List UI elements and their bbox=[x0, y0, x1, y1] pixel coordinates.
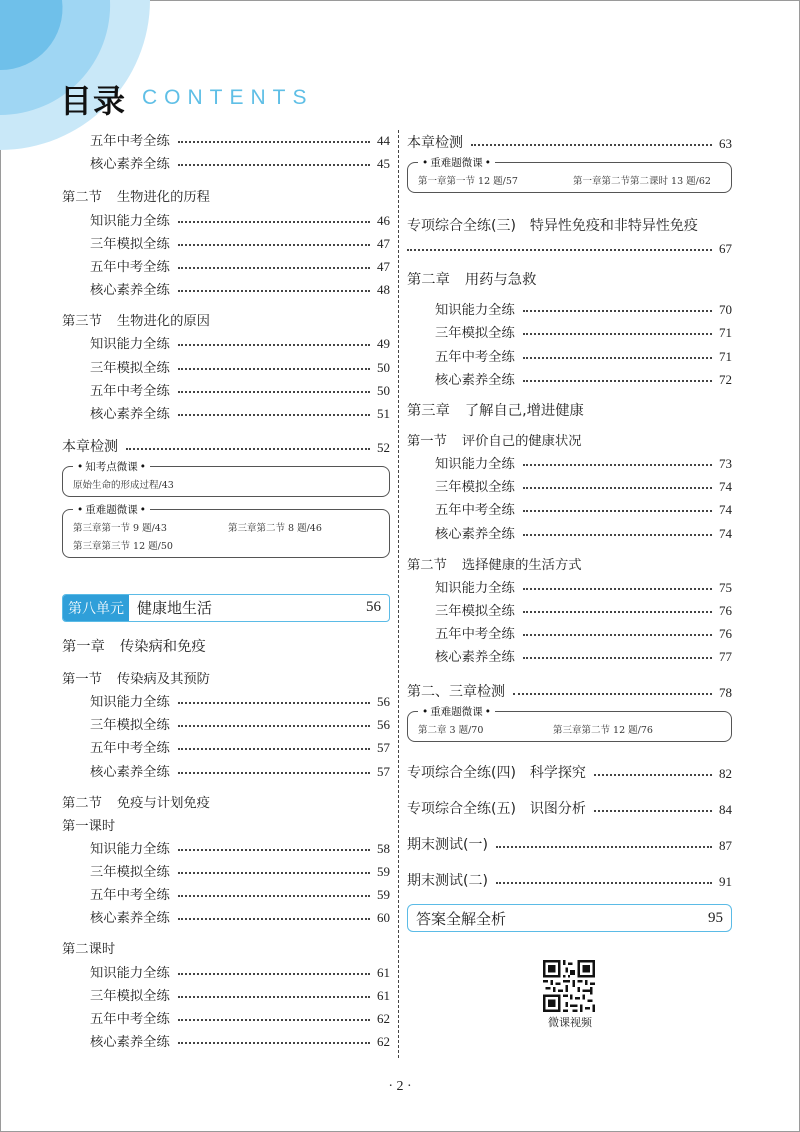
section-heading[interactable]: 第二节 免疫与计划免疫 bbox=[62, 795, 210, 811]
toc-entry-page: 71 bbox=[719, 325, 732, 341]
toc-entry-label: 核心素养全练 bbox=[90, 764, 170, 780]
toc-entry-label: 知识能力全练 bbox=[90, 213, 170, 229]
dot-leader bbox=[523, 486, 712, 489]
dot-leader bbox=[178, 894, 370, 897]
dot-leader bbox=[523, 509, 712, 512]
toc-entry-page: 59 bbox=[377, 864, 390, 879]
dot-leader bbox=[178, 747, 370, 750]
left-column bbox=[62, 126, 390, 1050]
toc-entry-page: 73 bbox=[719, 455, 732, 471]
toc-entry-page: 51 bbox=[377, 405, 390, 421]
dot-leader bbox=[178, 367, 370, 370]
page-number: · 2 · bbox=[388, 1079, 412, 1094]
toc-entry[interactable] bbox=[62, 1027, 390, 1050]
toc-entry-label: 核心素养全练 bbox=[90, 911, 170, 927]
toc-entry[interactable] bbox=[62, 756, 390, 779]
chapter-heading[interactable]: 第一章 传染病和免疫 bbox=[62, 638, 206, 655]
dot-leader bbox=[178, 220, 370, 223]
lesson-heading[interactable]: 第二课时 bbox=[62, 942, 116, 958]
toc-entry[interactable] bbox=[62, 126, 390, 149]
toc-entry[interactable] bbox=[62, 857, 390, 880]
chapter-heading[interactable]: 第三章 了解自己,增进健康 bbox=[407, 402, 584, 419]
toc-entry-label: 知识能力全练 bbox=[435, 580, 515, 596]
toc-entry-page: 47 bbox=[377, 258, 390, 274]
toc-entry[interactable] bbox=[62, 399, 390, 422]
toc-entry-page: 70 bbox=[719, 302, 732, 318]
toc-entry-page: 71 bbox=[719, 348, 732, 364]
unit-banner[interactable] bbox=[62, 594, 390, 622]
toc-entry-final-1[interactable]: 期末测试(一) 87 bbox=[407, 837, 732, 854]
dot-leader bbox=[523, 587, 712, 590]
toc-entry[interactable] bbox=[62, 205, 390, 228]
dot-leader bbox=[523, 656, 712, 659]
toc-entry[interactable] bbox=[62, 733, 390, 756]
dot-leader bbox=[523, 356, 712, 359]
dot-leader bbox=[178, 289, 370, 292]
dot-leader bbox=[523, 379, 712, 382]
page-title-english: CONTENTS bbox=[142, 86, 314, 109]
toc-entry-label: 三年模拟全练 bbox=[435, 326, 515, 342]
toc-entry-page: 56 bbox=[377, 694, 390, 710]
toc-entry-label: 知识能力全练 bbox=[435, 456, 515, 472]
toc-entry-chapter-test[interactable]: 本章检测 63 bbox=[407, 135, 732, 151]
microlesson-item[interactable]: 第三章第二节 8 题/46 bbox=[228, 522, 322, 534]
dot-leader bbox=[178, 1018, 370, 1021]
toc-entry[interactable] bbox=[407, 573, 732, 596]
toc-entry[interactable] bbox=[62, 834, 390, 857]
qr-code-icon[interactable] bbox=[543, 960, 595, 1012]
microlesson-box: • 知考点微课 • 原始生命的形成过程/43 bbox=[62, 466, 390, 497]
toc-entry-page: 50 bbox=[377, 382, 390, 398]
toc-entry[interactable] bbox=[62, 1004, 390, 1027]
toc-entry-label: 知识能力全练 bbox=[435, 303, 515, 319]
dot-leader bbox=[178, 413, 370, 416]
toc-entry-label: 五年中考全练 bbox=[90, 134, 170, 150]
toc-entry-page: 58 bbox=[377, 840, 390, 856]
dot-leader bbox=[178, 848, 370, 851]
toc-entry-label: 核心素养全练 bbox=[90, 406, 170, 422]
toc-entry-page: 50 bbox=[377, 359, 390, 375]
toc-entry-label: 知识能力全练 bbox=[90, 965, 170, 981]
microlesson-item[interactable]: 第一章第二节第二课时 13 题/62 bbox=[573, 176, 711, 187]
toc-entry[interactable] bbox=[407, 472, 732, 495]
dot-leader bbox=[178, 390, 370, 393]
answers-banner[interactable]: 答案全解全析 95 bbox=[407, 904, 732, 932]
toc-entry[interactable] bbox=[62, 352, 390, 375]
microlesson-box: • 重难题微课 • 第二章 3 题/70 第三章第二节 12 题/76 bbox=[407, 711, 732, 742]
toc-entry-page: 75 bbox=[719, 579, 732, 595]
dot-leader bbox=[523, 332, 712, 335]
toc-entry-page: 60 bbox=[377, 910, 390, 926]
toc-entry-page: 59 bbox=[377, 887, 390, 903]
toc-entry[interactable] bbox=[62, 903, 390, 926]
microlesson-item[interactable]: 第三章第三节 12 题/50 bbox=[73, 540, 173, 552]
section-heading[interactable]: 第二节 选择健康的生活方式 bbox=[407, 557, 582, 573]
toc-entry-label: 核心素养全练 bbox=[90, 157, 170, 173]
toc-entry-label: 三年模拟全练 bbox=[90, 360, 170, 376]
dot-leader bbox=[178, 995, 370, 998]
microlesson-item[interactable]: 第三章第二节 12 题/76 bbox=[553, 725, 653, 737]
toc-entry[interactable] bbox=[407, 295, 732, 318]
toc-entry[interactable] bbox=[407, 365, 732, 388]
toc-entry-label: 知识能力全练 bbox=[90, 337, 170, 353]
special-practice-3[interactable]: 专项综合全练(三) 特异性免疫和非特异性免疫 bbox=[407, 218, 698, 234]
toc-entry-page: 57 bbox=[377, 740, 390, 756]
toc-entry-label: 三年模拟全练 bbox=[90, 988, 170, 1004]
toc-entry[interactable] bbox=[62, 329, 390, 352]
toc-entry-label: 五年中考全练 bbox=[435, 627, 515, 643]
toc-entry[interactable] bbox=[407, 495, 732, 518]
toc-entry[interactable] bbox=[62, 229, 390, 252]
toc-entry-chapter-test[interactable]: 第二、三章检测 78 bbox=[407, 684, 732, 701]
toc-entry[interactable] bbox=[407, 642, 732, 665]
toc-entry-label: 知识能力全练 bbox=[90, 695, 170, 711]
dot-leader bbox=[178, 724, 370, 727]
toc-entry[interactable] bbox=[407, 318, 732, 341]
toc-entry-page: 62 bbox=[377, 1010, 390, 1026]
toc-entry-label: 核心素养全练 bbox=[435, 526, 515, 542]
toc-entry-label: 三年模拟全练 bbox=[435, 603, 515, 619]
microlesson-item[interactable]: 第一章第一节 12 题/57 bbox=[418, 176, 518, 187]
special-practice-3-page[interactable]: 67 bbox=[407, 235, 732, 257]
toc-entry-label: 三年模拟全练 bbox=[90, 865, 170, 880]
toc-entry-page: 74 bbox=[719, 479, 732, 495]
column-divider bbox=[398, 130, 399, 1058]
toc-entry-page: 47 bbox=[377, 235, 390, 251]
toc-entry-chapter-test[interactable]: 本章检测 52 bbox=[62, 438, 390, 455]
toc-entry-page: 77 bbox=[719, 649, 732, 665]
dot-leader bbox=[178, 243, 370, 246]
toc-entry-label: 三年模拟全练 bbox=[90, 718, 170, 734]
toc-entry-page: 45 bbox=[377, 156, 390, 172]
dot-leader bbox=[178, 266, 370, 269]
unit-name: 健康地生活 bbox=[137, 599, 213, 618]
toc-entry-page: 48 bbox=[377, 282, 390, 298]
dot-leader bbox=[523, 463, 712, 466]
chapter-heading[interactable]: 第二章 用药与急救 bbox=[407, 272, 537, 288]
toc-entry-label: 核心素养全练 bbox=[435, 650, 515, 666]
toc-entry-page: 74 bbox=[719, 525, 732, 541]
microlesson-box: • 重难题微课 • 第一章第一节 12 题/57 第一章第二节第二课时 13 题/62 bbox=[407, 162, 732, 193]
toc-entry[interactable] bbox=[407, 596, 732, 619]
toc-entry-label: 五年中考全练 bbox=[435, 349, 515, 365]
microlesson-item[interactable]: 原始生命的形成过程/43 bbox=[73, 479, 174, 491]
microlesson-item[interactable]: 第三章第一节 9 题/43 bbox=[73, 522, 167, 534]
toc-entry[interactable] bbox=[62, 275, 390, 298]
toc-entry[interactable] bbox=[62, 710, 390, 733]
unit-page: 56 bbox=[366, 599, 381, 616]
toc-entry[interactable] bbox=[62, 880, 390, 903]
toc-entry[interactable] bbox=[62, 149, 390, 172]
toc-entry-label: 核心素养全练 bbox=[90, 283, 170, 299]
toc-entry[interactable] bbox=[407, 341, 732, 364]
toc-entry-page: 62 bbox=[377, 1034, 390, 1050]
toc-entry-label: 五年中考全练 bbox=[90, 888, 170, 904]
dot-leader bbox=[523, 633, 712, 636]
toc-entry-label: 五年中考全练 bbox=[90, 259, 170, 275]
toc-entry-final-2[interactable]: 期末测试(二) 91 bbox=[407, 873, 732, 890]
toc-entry[interactable] bbox=[407, 518, 732, 541]
toc-entry-page: 74 bbox=[719, 502, 732, 518]
section-heading[interactable]: 第三节 生物进化的原因 bbox=[62, 314, 210, 330]
toc-entry[interactable] bbox=[62, 252, 390, 275]
toc-entry-page: 61 bbox=[377, 964, 390, 980]
toc-entry-label: 三年模拟全练 bbox=[435, 480, 515, 496]
toc-entry-label: 知识能力全练 bbox=[90, 841, 170, 857]
section-heading[interactable]: 第二节 生物进化的历程 bbox=[62, 190, 210, 206]
dot-leader bbox=[178, 140, 370, 143]
toc-entry-page: 46 bbox=[377, 212, 390, 228]
dot-leader bbox=[178, 917, 370, 920]
toc-entry-page: 56 bbox=[377, 717, 390, 733]
dot-leader bbox=[178, 771, 370, 774]
dot-leader bbox=[178, 871, 370, 874]
microlesson-item[interactable]: 第二章 3 题/70 bbox=[418, 725, 484, 737]
toc-entry-page: 61 bbox=[377, 987, 390, 1003]
dot-leader bbox=[178, 163, 370, 166]
dot-leader bbox=[523, 309, 712, 312]
toc-entry[interactable] bbox=[62, 957, 390, 980]
toc-entry-label: 五年中考全练 bbox=[90, 741, 170, 757]
toc-entry-page: 76 bbox=[719, 626, 732, 642]
section-heading[interactable]: 第一节 评价自己的健康状况 bbox=[407, 433, 582, 449]
right-column bbox=[407, 126, 732, 932]
toc-entry-page: 72 bbox=[719, 371, 732, 387]
toc-entry-label: 核心素养全练 bbox=[90, 1035, 170, 1051]
section-heading[interactable]: 第一节 传染病及其预防 bbox=[62, 671, 210, 687]
dot-leader bbox=[523, 533, 712, 536]
dot-leader bbox=[178, 1041, 370, 1044]
dot-leader bbox=[178, 343, 370, 346]
dot-leader bbox=[178, 701, 370, 704]
toc-entry[interactable] bbox=[62, 376, 390, 399]
toc-entry-special-4[interactable]: 专项综合全练(四) 科学探究 82 bbox=[407, 765, 732, 782]
toc-entry[interactable] bbox=[407, 449, 732, 472]
qr-code-label: 微课视频 bbox=[548, 1016, 592, 1029]
lesson-heading[interactable]: 第一课时 bbox=[62, 818, 116, 834]
page-title: 目录 bbox=[60, 82, 127, 120]
dot-leader bbox=[178, 972, 370, 975]
toc-entry-label: 三年模拟全练 bbox=[90, 236, 170, 252]
toc-entry[interactable] bbox=[62, 687, 390, 710]
toc-entry-page: 76 bbox=[719, 602, 732, 618]
toc-entry-label: 五年中考全练 bbox=[435, 503, 515, 519]
toc-entry-special-5[interactable]: 专项综合全练(五) 识图分析 84 bbox=[407, 801, 732, 818]
toc-entry-label: 五年中考全练 bbox=[90, 383, 170, 399]
toc-entry-label: 五年中考全练 bbox=[90, 1011, 170, 1027]
toc-entry-page: 49 bbox=[377, 336, 390, 352]
microlesson-box: • 重难题微课 • 第三章第一节 9 题/43 第三章第二节 8 题/46 第三章第三节 12 题/50 bbox=[62, 509, 390, 558]
toc-entry[interactable] bbox=[62, 981, 390, 1004]
toc-entry[interactable] bbox=[407, 619, 732, 642]
toc-entry-page: 57 bbox=[377, 763, 390, 779]
unit-tag: 第八单元 bbox=[63, 595, 129, 621]
toc-entry-label: 核心素养全练 bbox=[435, 372, 515, 388]
dot-leader bbox=[523, 610, 712, 613]
toc-entry-page: 44 bbox=[377, 133, 390, 149]
